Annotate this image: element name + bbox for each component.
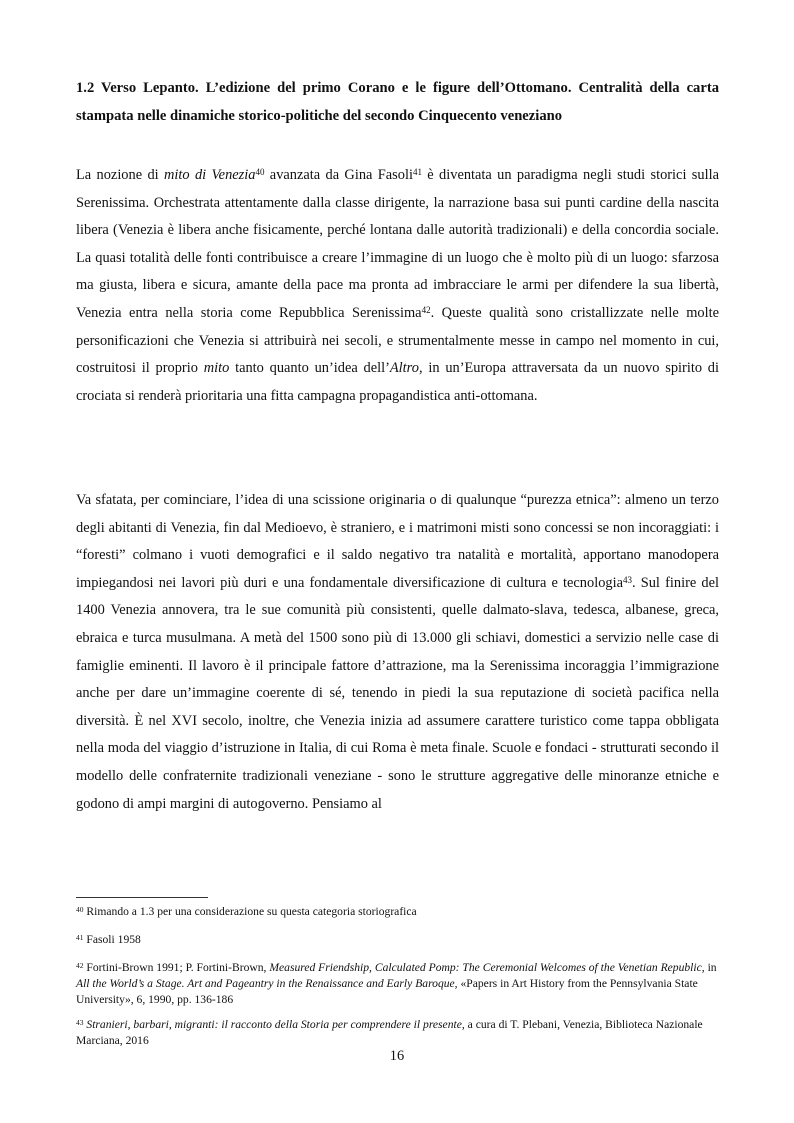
- footnote-text: Rimando a 1.3 per una considerazione su questa categoria storiografica: [83, 905, 417, 918]
- text: . Queste qualità sono cristallizzate nelle molte personificazioni che Venezia si attribuirà nei secoli, e strumentalmente messe in campo nel momento in cui, costruitosi il proprio: [76, 304, 719, 377]
- text: , in un’Europa attraversata da un nuovo spirito di crociata si renderà prioritaria una fitta campagna propagandistica anti-ottomana.: [76, 360, 719, 404]
- italic-text: Stranieri, barbari, migranti: il racconto della Storia per comprendere il presente,: [86, 1018, 465, 1031]
- footnote-text: Fortini-Brown 1991; P. Fortini-Brown,: [83, 961, 270, 974]
- footnote-number: 41: [76, 933, 84, 942]
- text: Va sfatata, per cominciare, l’idea di una scissione originaria o di qualunque “purezza etnica”: almeno un terzo degli abitanti di Venezia, fin dal Medioevo, è straniero, e i matrimoni misti sono concessi se non incoraggiati: i “foresti” colmano i vuoti demografici e il saldo negativo tra natalità e mortalità, apportano manodopera impiegandosi nei lavori più duri e una fondamentale diversificazione di cultura e tecnologia: [76, 492, 719, 591]
- footnote-ref-42[interactable]: 42: [421, 304, 431, 315]
- text: La nozione di: [76, 167, 164, 183]
- footnote-41: [76, 932, 719, 948]
- text: tanto quanto un’idea dell’: [229, 360, 390, 377]
- section-heading: 1.2 Verso Lepanto. L’edizione del primo Corano e le figure dell’Ottomano. Centralità della carta stampata nelle dinamiche storico-politiche del secondo Cinquecento veneziano: [76, 80, 719, 124]
- text: . Sul finire del 1400 Venezia annovera, tra le sue comunità più consistenti, quelle dalmato-slava, tedesca, albanese, greca, ebraica e turca musulmana. A metà del 1500 sono più di 13.000 gli schiavi, domestici a servizio nelle case di famiglie eminenti. Il lavoro è il principale fattore d’attrazione, ma la Serenissima incoraggia l’immigrazione anche per dare un’immagine coerente di sé, tenendo in piedi la sua reputazione di società pacifica nella diversità. È nel XVI secolo, inoltre, che Venezia inizia ad assumere carattere turistico come tappa obbligata nella moda del viaggio d’istruzione in Italia, di cui Roma è meta finale. Scuole e fondaci - strutturati secondo il modello delle confraternite tradizionali veneziane - sono le strutture aggregative delle minoranze etniche e godono di ampi margini di autogoverno. Pensiamo al: [76, 574, 719, 812]
- footnote-43: [76, 1017, 719, 1049]
- footnote-text: in: [704, 961, 717, 974]
- footnote-42: [76, 960, 719, 1008]
- footnote-text: a cura di T. Plebani, Venezia, Biblioteca Nazionale Marciana, 2016: [76, 1018, 703, 1047]
- footnote-text: Fasoli 1958: [83, 933, 141, 946]
- italic-text: mito: [203, 360, 230, 377]
- page-number: 16: [389, 1048, 405, 1064]
- text: avanzata da Gina Fasoli: [264, 167, 413, 183]
- italic-text: Measured Friendship, Calculated Pomp: The Ceremonial Welcomes of the Venetian Republic,: [269, 961, 705, 974]
- footnote-text: «Papers in Art History from the Pennsylvania State University», 6, 1990, pp. 136-186: [76, 977, 698, 1006]
- footnote-ref-40[interactable]: 40: [255, 167, 265, 177]
- footnote-ref-41[interactable]: 41: [412, 167, 422, 177]
- footnote-number: 40: [76, 905, 84, 914]
- italic-text: Altro: [389, 360, 419, 377]
- paragraph-2: [76, 487, 719, 818]
- italic-text: mito di Venezia: [164, 167, 256, 183]
- paragraph-1: [76, 162, 719, 410]
- text: è diventata un paradigma negli studi storici sulla Serenissima. Orchestrata attentamente dalla classe dirigente, la narrazione basa sui punti cardine della nascita libera (Venezia è libera anche fisicamente, perché lontana dalle autorità tradizionali) e della concordia sociale. La quasi totalità delle fonti contribuisce a creare l’immagine di un luogo che è molto più di un luogo: sfarzosa ma giusta, libera e sicura, amante della pace ma pronta ad imbracciare le armi per difendere la sua libertà, Venezia entra nella storia come Repubblica Serenissima: [76, 167, 719, 321]
- footnote-number: 42: [76, 961, 84, 970]
- italic-text: All the World’s a Stage. Art and Pageantry in the Renaissance and Early Baroque,: [76, 977, 458, 990]
- footnote-separator: [76, 897, 208, 898]
- footnote-40: [76, 904, 719, 920]
- footnote-ref-43[interactable]: 43: [622, 574, 632, 585]
- footnote-number: 43: [76, 1018, 84, 1027]
